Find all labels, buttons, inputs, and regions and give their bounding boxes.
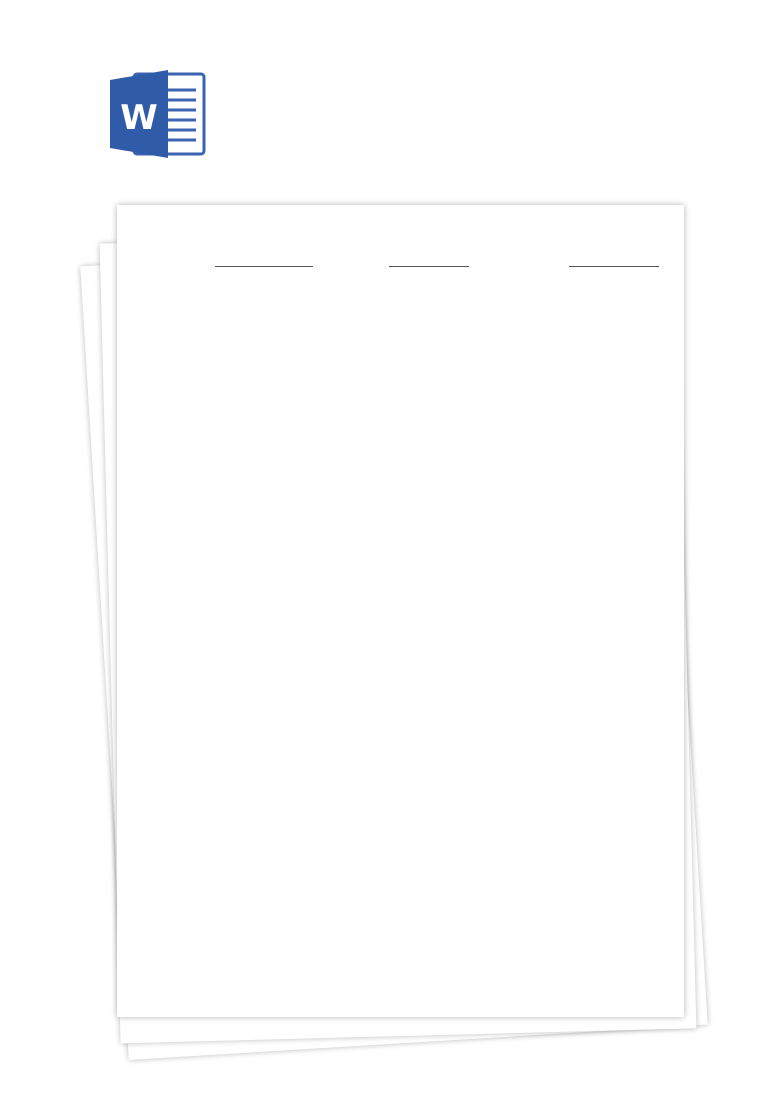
svg-text:W: W (120, 98, 158, 138)
document-page (117, 205, 684, 1017)
table-grid (117, 205, 684, 1017)
header-title-line-2 (260, 124, 780, 182)
header-title (260, 66, 780, 182)
header-title-line-1 (260, 66, 780, 124)
word-document-icon (108, 68, 208, 160)
